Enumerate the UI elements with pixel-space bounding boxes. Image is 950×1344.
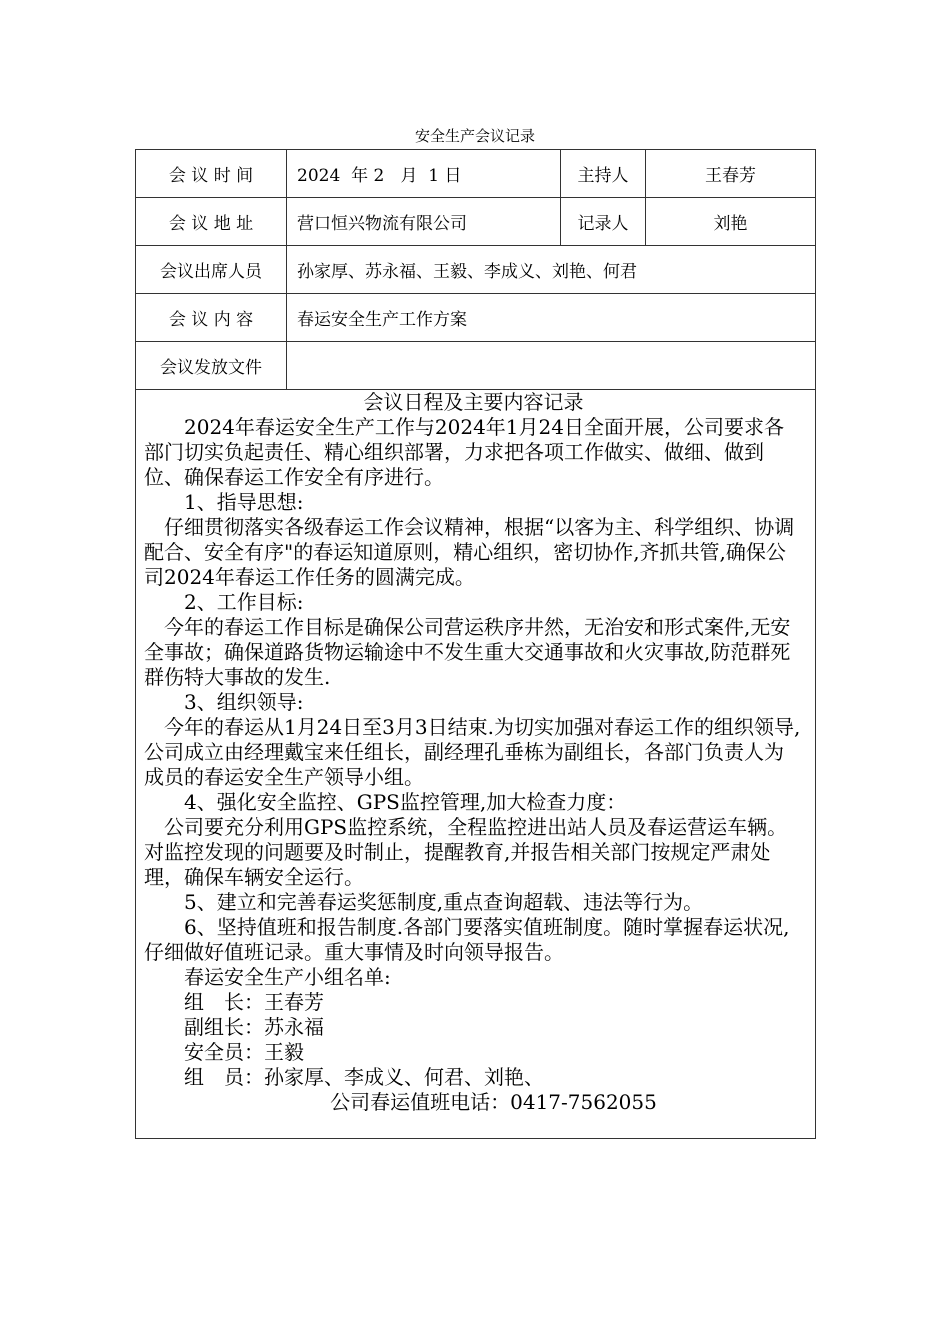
section-1-title: 1、指导思想: bbox=[184, 490, 304, 514]
section-3-text: 今年的春运从1月24日至3月3日结束.为切实加强对春运工作的组织领导,公司成立由经理戴宝来任组长，副经理孔垂栋为副组长，各部门负责人为成员的春运安全生产领导小组。 bbox=[144, 715, 801, 789]
section-2-title: 2、工作目标: bbox=[184, 590, 304, 614]
meeting-files-row bbox=[136, 342, 816, 390]
minutes-heading: 会议日程及主要内容记录 bbox=[363, 390, 584, 414]
section-4-text: 公司要充分利用GPS监控系统，全程监控进出站人员及春运营运车辆。对监控发现的问题要及时制止，提醒教育,并报告相关部门按规定严肃处理，确保车辆安全运行。 bbox=[144, 815, 788, 889]
meeting-time-value: 2024 年 2 月 1 日 bbox=[287, 150, 561, 198]
duty-phone: 公司春运值班电话：0417-7562055 bbox=[330, 1090, 657, 1114]
meeting-minutes-body bbox=[144, 390, 803, 1115]
attendees-value: 孙家厚、苏永福、王毅、李成义、刘艳、何君 bbox=[287, 246, 816, 294]
section-1-text: 仔细贯彻落实各级春运工作会议精神，根据“以客为主、科学组织、协调配合、安全有序"的春运知道原则，精心组织，密切协作,齐抓共管,确保公司2024年春运工作任务的圆满完成。 bbox=[144, 515, 795, 589]
meeting-content-value: 春运安全生产工作方案 bbox=[287, 294, 816, 342]
meeting-time-row bbox=[136, 150, 816, 198]
meeting-place-row bbox=[136, 198, 816, 246]
document-title: 安全生产会议记录 bbox=[414, 127, 535, 145]
meeting-time-label: 会 议 时 间 bbox=[136, 150, 287, 198]
attendees-row bbox=[136, 246, 816, 294]
team-safety-officer: 安全员：王毅 bbox=[184, 1040, 304, 1064]
recorder-label: 记录人 bbox=[561, 198, 646, 246]
attendees-label: 会议出席人员 bbox=[136, 246, 287, 294]
host-value: 王春芳 bbox=[646, 150, 816, 198]
team-leader: 组 长：王春芳 bbox=[184, 990, 324, 1014]
section-3-title: 3、组织领导: bbox=[184, 690, 304, 714]
section-5-text: 5、建立和完善春运奖惩制度,重点查询超载、违法等行为。 bbox=[184, 890, 704, 914]
host-label: 主持人 bbox=[561, 150, 646, 198]
minutes-intro: 2024年春运安全生产工作与2024年1月24日全面开展，公司要求各部门切实负起责任、精心组织部署，力求把各项工作做实、做细、做到位、确保春运工作安全有序进行。 bbox=[144, 415, 784, 489]
team-list-title: 春运安全生产小组名单: bbox=[184, 965, 391, 989]
meeting-files-value bbox=[287, 342, 816, 390]
recorder-value: 刘艳 bbox=[646, 198, 816, 246]
section-6-text: 6、坚持值班和报告制度.各部门要落实值班制度。随时掌握春运状况,仔细做好值班记录。重大事情及时向领导报告。 bbox=[144, 915, 790, 964]
meeting-place-label: 会 议 地 址 bbox=[136, 198, 287, 246]
meeting-place-value: 营口恒兴物流有限公司 bbox=[287, 198, 561, 246]
meeting-minutes-row bbox=[136, 390, 816, 1139]
section-2-text: 今年的春运工作目标是确保公司营运秩序井然，无治安和形式案件,无安全事故；确保道路货物运输途中不发生重大交通事故和火灾事故,防范群死群伤特大事故的发生. bbox=[144, 615, 791, 689]
team-deputy: 副组长：苏永福 bbox=[184, 1015, 324, 1039]
meeting-record-table bbox=[135, 149, 816, 1139]
team-members: 组 员：孙家厚、李成义、何君、刘艳、 bbox=[184, 1065, 544, 1089]
meeting-content-row bbox=[136, 294, 816, 342]
meeting-minutes-cell bbox=[136, 390, 816, 1139]
meeting-content-label: 会 议 内 容 bbox=[136, 294, 287, 342]
section-4-title: 4、强化安全监控、GPS监控管理,加大检查力度： bbox=[184, 790, 627, 814]
meeting-files-label: 会议发放文件 bbox=[136, 342, 287, 390]
